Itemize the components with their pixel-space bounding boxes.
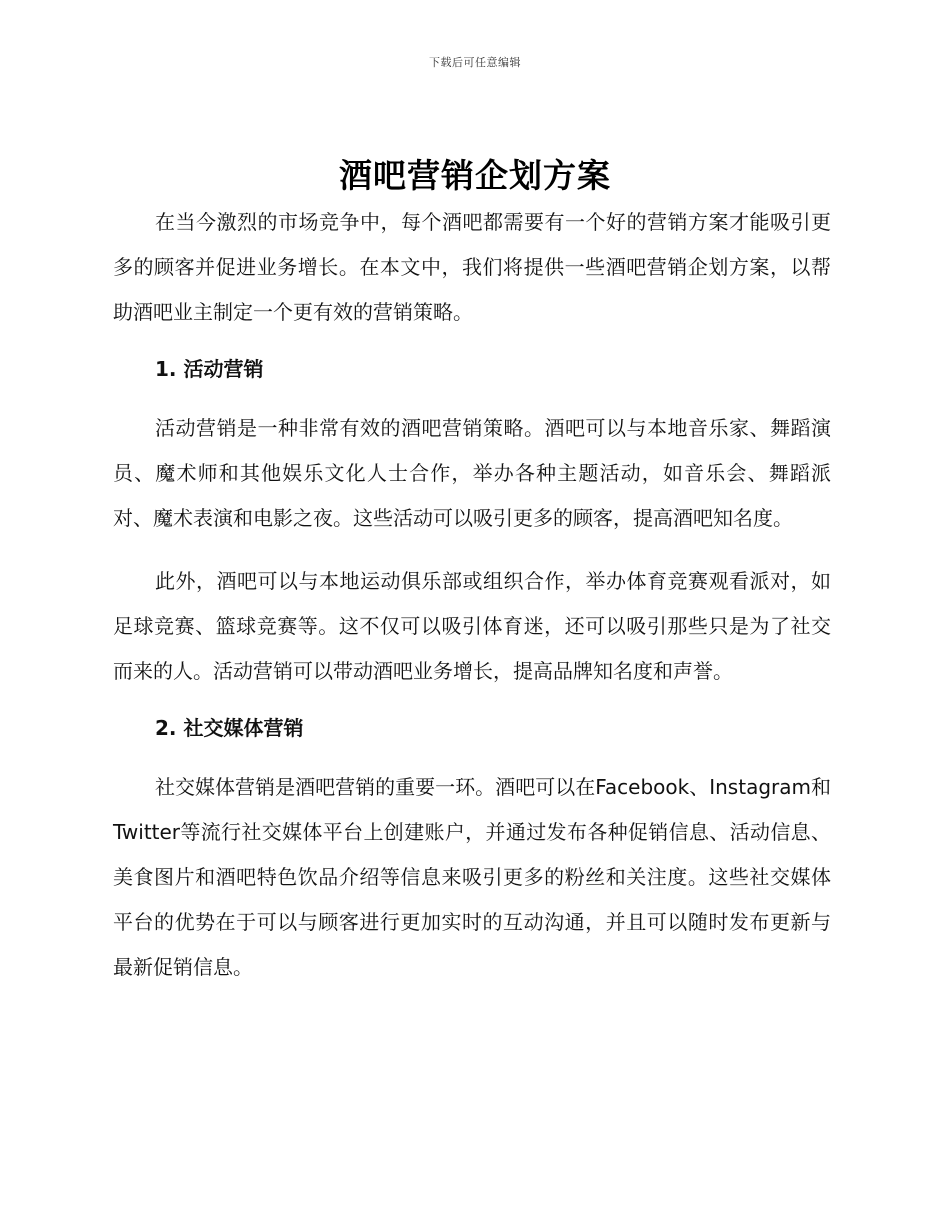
- activity-marketing-paragraph-1: 活动营销是一种非常有效的酒吧营销策略。酒吧可以与本地音乐家、舞蹈演员、魔术师和其他娱乐文化人士合作，举办各种主题活动，如音乐会、舞蹈派对、魔术表演和电影之夜。这些活动可以吸引更多的顾客，提高酒吧知名度。: [113, 416, 831, 530]
- activity-marketing-paragraph-2: 此外，酒吧可以与本地运动俱乐部或组织合作，举办体育竞赛观看派对，如足球竞赛、篮球竞赛等。这不仅可以吸引体育迷，还可以吸引那些只是为了社交而来的人。活动营销可以带动酒吧业务增长，提高品牌知名度和声誉。: [113, 569, 831, 683]
- document-title: 酒吧营销企划方案: [339, 156, 611, 195]
- document-body: [113, 200, 831, 990]
- section-heading-activity-marketing: 1. 活动营销: [155, 357, 264, 381]
- social-media-marketing-paragraph-1: 社交媒体营销是酒吧营销的重要一环。酒吧可以在Facebook、Instagram和Twitter等流行社交媒体平台上创建账户，并通过发布各种促销信息、活动信息、美食图片和酒吧特色饮品介绍等信息来吸引更多的粉丝和关注度。这些社交媒体平台的优势在于可以与顾客进行更加实时的互动沟通，并且可以随时发布更新与最新促销信息。: [113, 775, 831, 979]
- section-heading-social-media-marketing: 2. 社交媒体营销: [155, 716, 304, 740]
- intro-paragraph: 在当今激烈的市场竞争中，每个酒吧都需要有一个好的营销方案才能吸引更多的顾客并促进业务增长。在本文中，我们将提供一些酒吧营销企划方案，以帮助酒吧业主制定一个更有效的营销策略。: [113, 210, 831, 324]
- header-note: 下载后可任意编辑: [429, 56, 521, 69]
